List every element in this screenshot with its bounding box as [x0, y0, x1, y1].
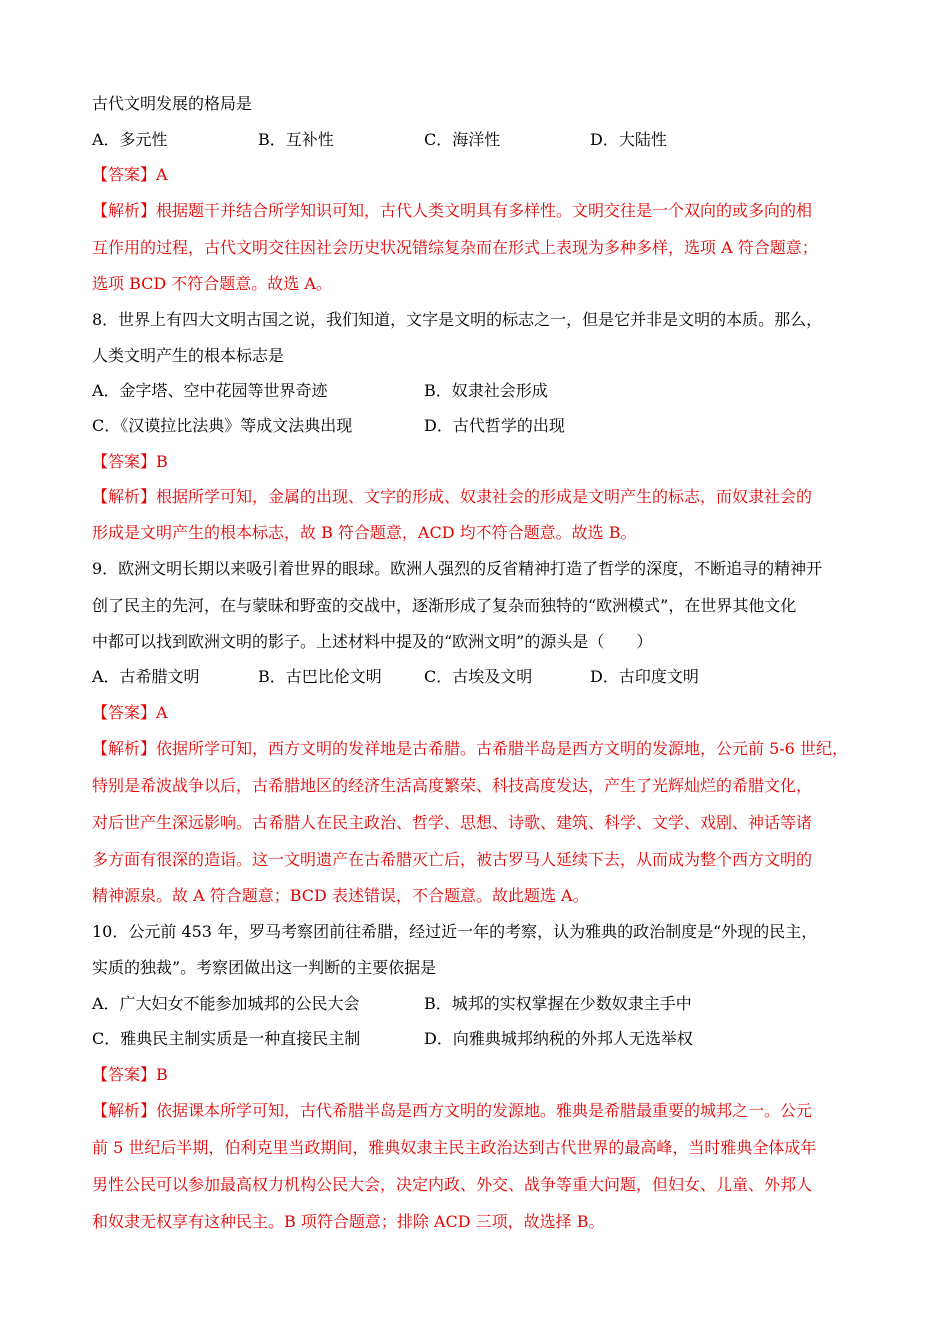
q10-stem-line: 10．公元前 453 年，罗马考察团前往希腊，经过近一年的考察，认为雅典的政治制度是“外现的民主，: [92, 922, 818, 941]
q8-option-d: D．古代哲学的出现: [424, 416, 565, 435]
q7-option-d: D．大陆性: [590, 130, 667, 149]
q8-analysis-line: 形成是文明产生的根本标志，故 B 符合题意，ACD 均不符合题意。故选 B。: [92, 523, 637, 542]
q9-option-d: D．古印度文明: [590, 667, 699, 686]
q10-analysis-line: 和奴隶无权享有这种民主。B 项符合题意；排除 ACD 三项，故选择 B。: [92, 1212, 605, 1231]
q9-stem-line: 创了民主的先河，在与蒙昧和野蛮的交战中，逐渐形成了复杂而独特的“欧洲模式”，在世界其他文化: [92, 596, 797, 615]
q8-option-b: B．奴隶社会形成: [424, 381, 548, 400]
q8-option-c: C．《汉谟拉比法典》等成文法典出现: [92, 416, 353, 435]
q10-answer: 【答案】B: [92, 1065, 168, 1084]
q10-option-d: D．向雅典城邦纳税的外邦人无选举权: [424, 1029, 693, 1048]
q7-stem-tail: 古代文明发展的格局是: [92, 94, 253, 113]
q7-answer: 【答案】A: [92, 165, 168, 184]
q9-analysis-line: 特别是希波战争以后，古希腊地区的经济生活高度繁荣、科技高度发达，产生了光辉灿烂的希腊文化，: [92, 776, 813, 795]
q7-analysis-line: 互作用的过程，古代文明交往因社会历史状况错综复杂而在形式上表现为多种多样，选项 A 符合题意；: [92, 238, 818, 257]
q8-analysis-line: 【解析】根据所学可知，金属的出现、文字的形成、奴隶社会的形成是文明产生的标志，而奴隶社会的: [92, 487, 813, 506]
q10-analysis-line: 前 5 世纪后半期，伯利克里当政期间，雅典奴隶主民主政治达到古代世界的最高峰，当时雅典全体成年: [92, 1138, 817, 1157]
q10-option-c: C．雅典民主制实质是一种直接民主制: [92, 1029, 361, 1048]
q9-option-a: A．古希腊文明: [92, 667, 200, 686]
q9-stem-line: 9．欧洲文明长期以来吸引着世界的眼球。欧洲人强烈的反省精神打造了哲学的深度，不断追寻的精神开: [92, 559, 823, 578]
q9-answer: 【答案】A: [92, 703, 168, 722]
q8-answer: 【答案】B: [92, 452, 168, 471]
q9-option-b: B．古巴比伦文明: [258, 667, 382, 686]
q10-analysis-line: 【解析】依据课本所学可知，古代希腊半岛是西方文明的发源地。雅典是希腊最重要的城邦之一。公元: [92, 1101, 813, 1120]
q10-stem-line: 实质的独裁”。考察团做出这一判断的主要依据是: [92, 958, 437, 977]
q7-option-c: C．海洋性: [424, 130, 501, 149]
q9-analysis-line: 精神源泉。故 A 符合题意；BCD 表述错误，不合题意。故此题选 A。: [92, 886, 589, 905]
q10-option-b: B．城邦的实权掌握在少数奴隶主手中: [424, 994, 692, 1013]
q7-option-b: B．互补性: [258, 130, 334, 149]
q8-stem-line: 8．世界上有四大文明古国之说，我们知道，文字是文明的标志之一，但是它并非是文明的本质。那么，: [92, 310, 823, 329]
q7-analysis-line: 选项 BCD 不符合题意。故选 A。: [92, 274, 332, 293]
q9-analysis-line: 多方面有很深的造诣。这一文明遗产在古希腊灭亡后，被古罗马人延续下去，从而成为整个西方文明的: [92, 850, 813, 869]
q10-option-a: A．广大妇女不能参加城邦的公民大会: [92, 994, 360, 1013]
q9-option-c: C．古埃及文明: [424, 667, 533, 686]
q10-analysis-line: 男性公民可以参加最高权力机构公民大会，决定内政、外交、战争等重大问题，但妇女、儿童、外邦人: [92, 1175, 813, 1194]
q9-analysis-line: 对后世产生深远影响。古希腊人在民主政治、哲学、思想、诗歌、建筑、科学、文学、戏剧、神话等诸: [92, 813, 813, 832]
q8-stem-line: 人类文明产生的根本标志是: [92, 346, 285, 365]
q9-stem-line: 中都可以找到欧洲文明的影子。上述材料中提及的“欧洲文明”的源头是（ ）: [92, 632, 653, 651]
q8-option-a: A．金字塔、空中花园等世界奇迹: [92, 381, 328, 400]
q9-analysis-line: 【解析】依据所学可知，西方文明的发祥地是古希腊。古希腊半岛是西方文明的发源地，公元前 5-6 世纪，: [92, 739, 848, 758]
q7-option-a: A．多元性: [92, 130, 168, 149]
q7-analysis-line: 【解析】根据题干并结合所学知识可知，古代人类文明具有多样性。文明交往是一个双向的或多向的相: [92, 201, 813, 220]
